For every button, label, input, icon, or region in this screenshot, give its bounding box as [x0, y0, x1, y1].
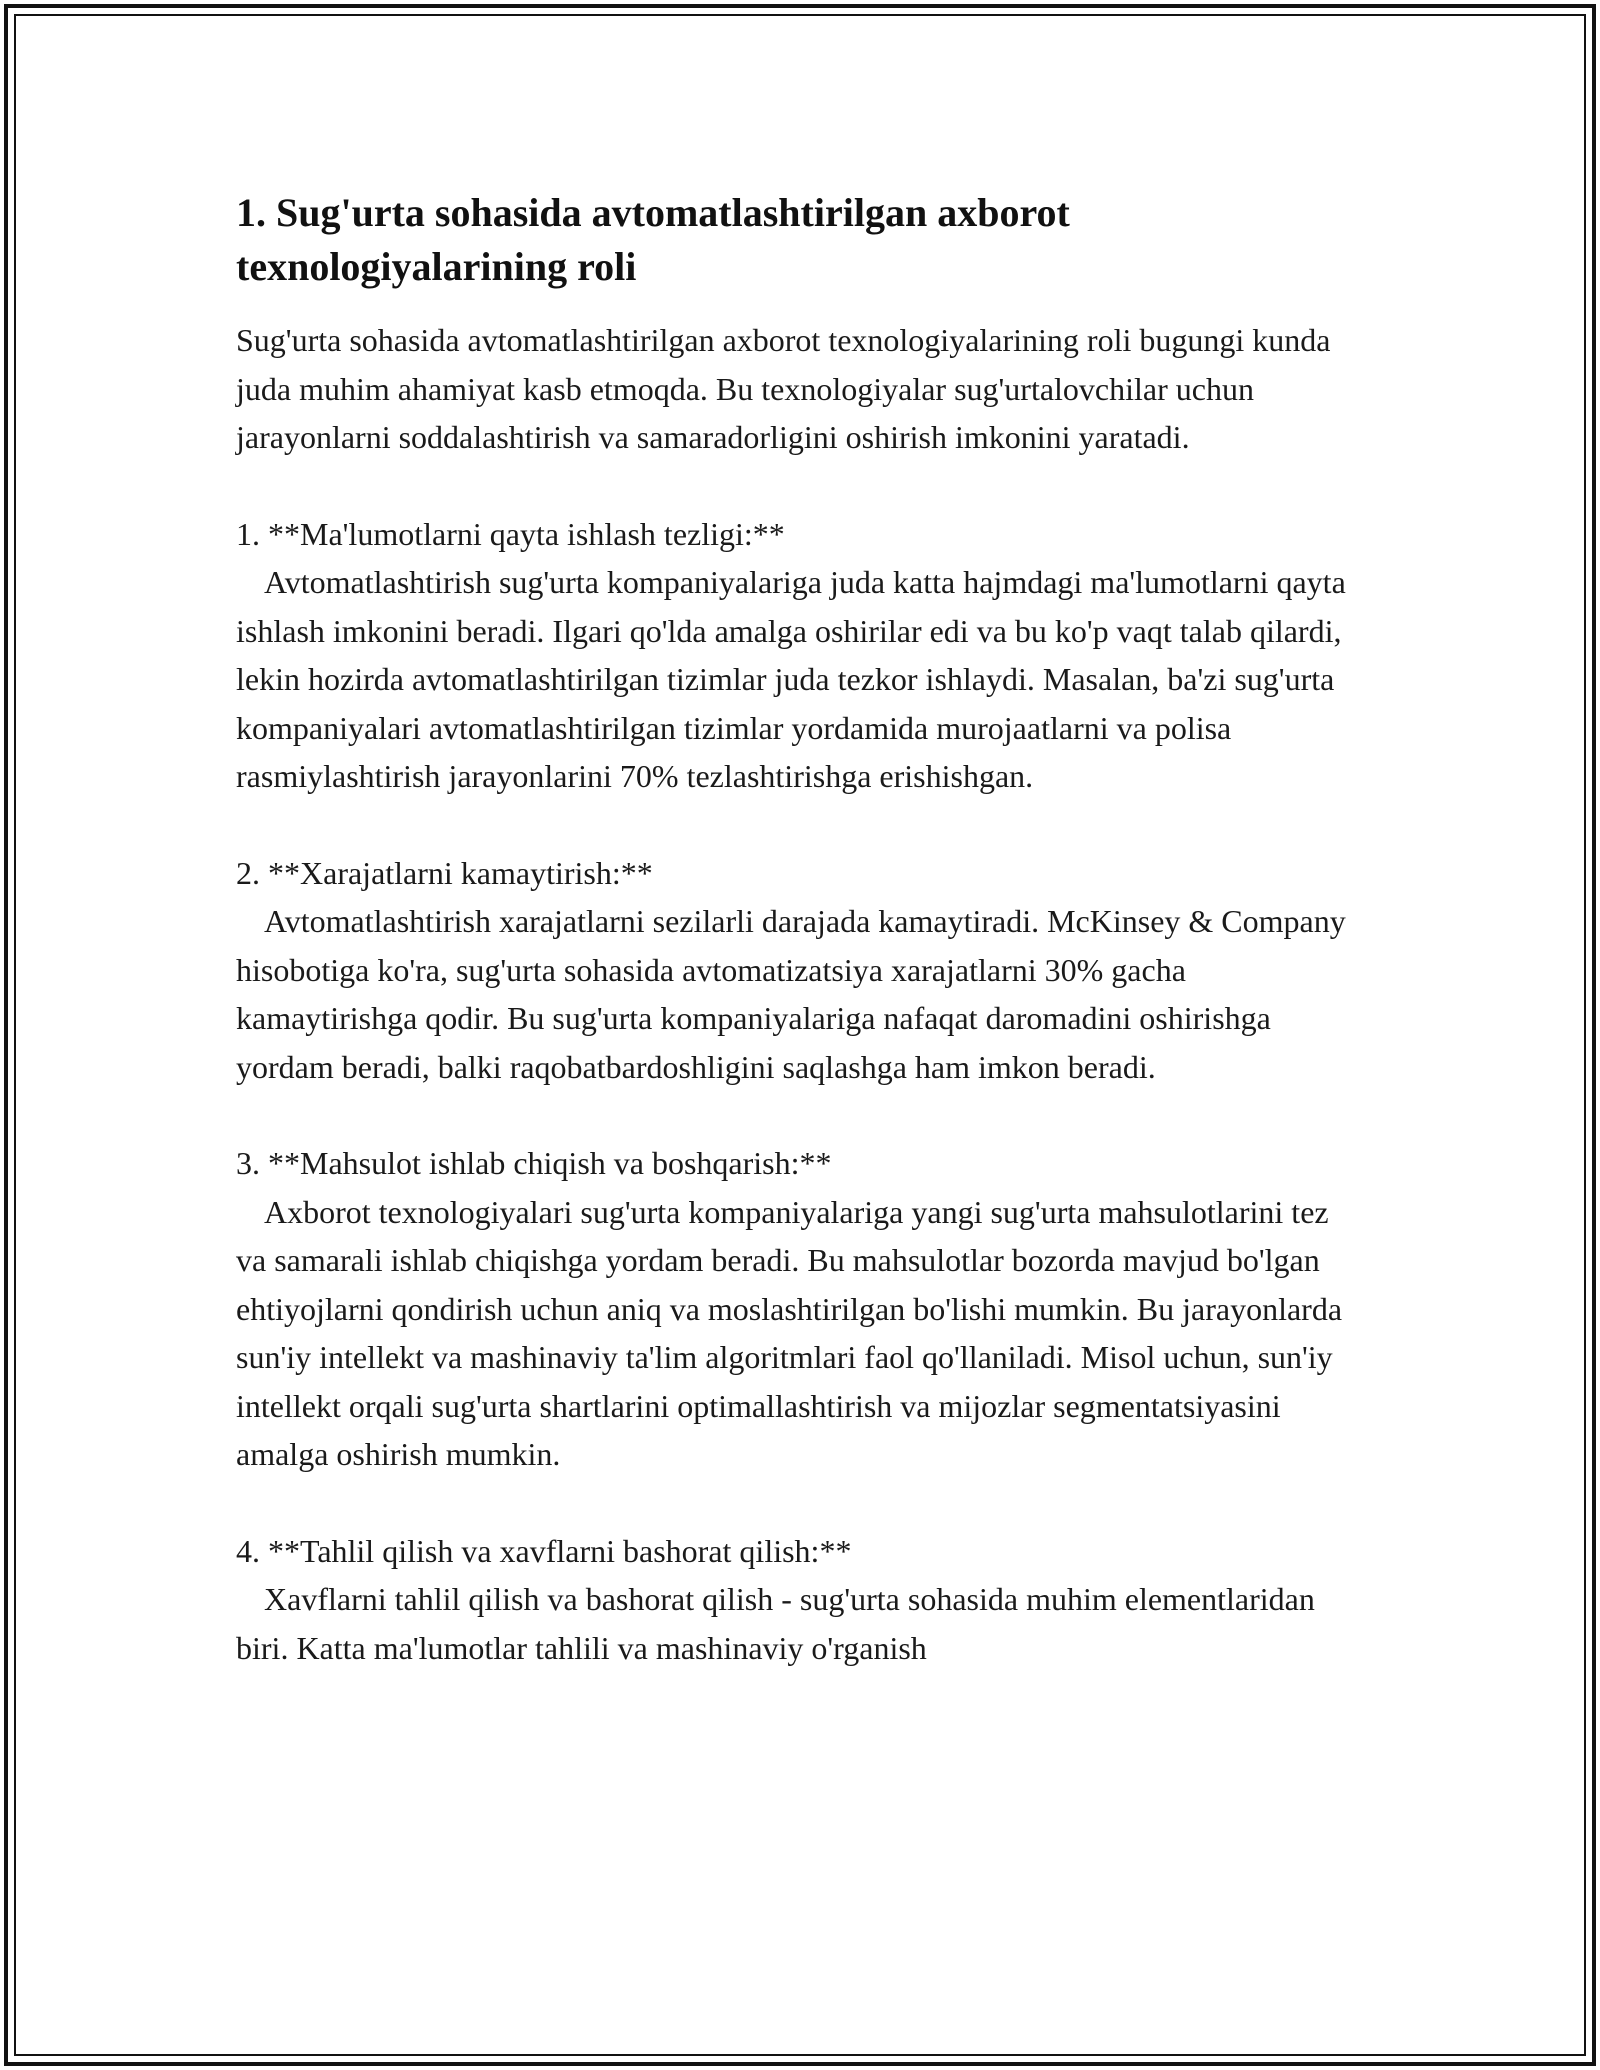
intro-paragraph: Sug'urta sohasida avtomatlashtirilgan axborot texnologiyalarining roli bugungi kunda juda muhim ahamiyat kasb etmoqda. Bu texnologiyalar sug'urtalovchilar uchun jarayonlarni soddalashtirish va samaradorligini oshirish imkonini yaratadi. — [236, 322, 1331, 455]
list-item-heading: 4. **Tahlil qilish va xavflarni bashorat qilish:** — [236, 1532, 852, 1569]
list-item-heading: 1. **Ma'lumotlarni qayta ishlash tezligi:** — [236, 515, 785, 552]
list-item — [236, 510, 1366, 801]
list-item-body: Axborot texnologiyalari sug'urta kompaniyalariga yangi sug'urta mahsulotlarini tez va samarali ishlab chiqishga yordam beradi. Bu mahsulotlar bozorda mavjud bo'lgan ehtiyojlarni qondirish uchun aniq va moslashtirilgan bo'lishi mumkin. Bu jarayonlarda sun'iy intellekt va mashinaviy ta'lim algoritmlari faol qo'llaniladi. Misol uchun, sun'iy intellekt orqali sug'urta shartlarini optimallashtirish va mijozlar segmentatsiyasini amalga oshirish mumkin. — [236, 1193, 1343, 1472]
list-item — [236, 1527, 1366, 1673]
list-item — [236, 1139, 1366, 1479]
list-item-heading: 2. **Xarajatlarni kamaytirish:** — [236, 854, 653, 891]
list-item-body: Avtomatlashtirish xarajatlarni sezilarli darajada kamaytiradi. McKinsey & Company hisobotiga ko'ra, sug'urta sohasida avtomatizatsiya xarajatlarni 30% gacha kamaytirishga qodir. Bu sug'urta kompaniyalariga nafaqat daromadini oshirishga yordam beradi, balki raqobatbardoshligini saqlashga ham imkon beradi. — [236, 903, 1346, 1085]
list-item — [236, 849, 1366, 1092]
list-item-body: Avtomatlashtirish sug'urta kompaniyalariga juda katta hajmdagi ma'lumotlarni qayta ishlash imkonini beradi. Ilgari qo'lda amalga oshirilar edi va bu ko'p vaqt talab qilardi, lekin hozirda avtomatlashtirilgan tizimlar juda tezkor ishlaydi. Masalan, ba'zi sug'urta kompaniyalari avtomatlashtirilgan tizimlar yordamida murojaatlarni va polisa rasmiylashtirish jarayonlarini 70% tezlashtirishga erishishgan. — [236, 564, 1346, 794]
list-item-heading: 3. **Mahsulot ishlab chiqish va boshqarish:** — [236, 1145, 832, 1181]
page-title: 1. Sug'urta sohasida avtomatlashtirilgan axborot texnologiyalarining roli — [236, 190, 1070, 289]
document-body — [236, 186, 1366, 1720]
list-item-body: Xavflarni tahlil qilish va bashorat qilish - sug'urta sohasida muhim elementlaridan biri. Katta ma'lumotlar tahlili va mashinaviy o'rganish — [236, 1581, 1315, 1666]
